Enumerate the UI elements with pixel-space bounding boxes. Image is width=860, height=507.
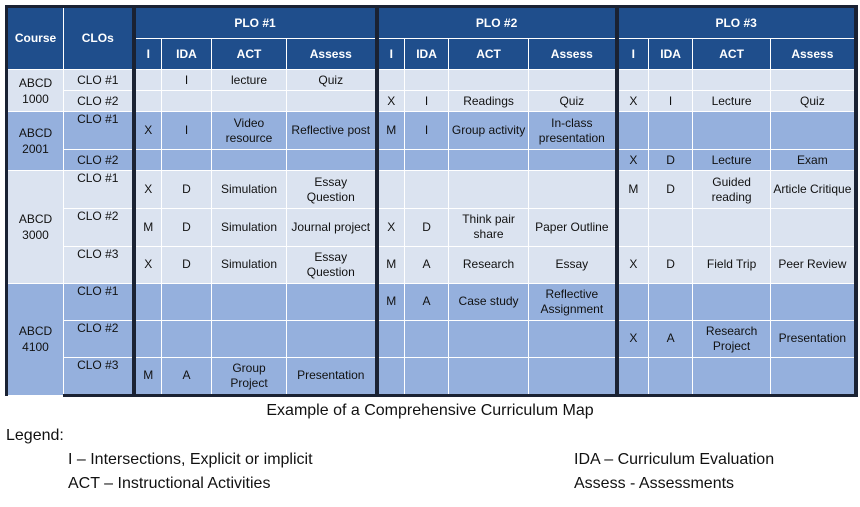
plo-3-assess-cell [771,70,856,91]
course-cell: ABCD 2001 [7,112,64,171]
plo-1-ida-cell [162,91,212,112]
plo-2-ida-cell [405,357,449,395]
plo-3-act-cell [693,112,771,150]
clo-cell: CLO #3 [64,357,134,395]
plo-3-subheader-assess: Assess [771,39,856,70]
plo-1-i-cell [134,320,162,357]
plo-3-i-cell: M [617,171,649,209]
clo-cell: CLO #2 [64,209,134,246]
plo-1-act-cell: Video resource [212,112,287,150]
table-row [7,150,856,171]
plo-2-subheader-assess: Assess [529,39,617,70]
plo-2-i-cell: X [377,91,405,112]
plo-2-i-cell [377,171,405,209]
table-caption: Example of a Comprehensive Curriculum Map [266,402,594,419]
table-row [7,171,856,209]
plo-3-i-cell [617,70,649,91]
plo-3-act-cell: Guided reading [693,171,771,209]
plo-2-i-cell: M [377,246,405,283]
plo-1-ida-cell [162,283,212,320]
plo-1-act-cell: lecture [212,70,287,91]
plo-2-ida-cell: I [405,91,449,112]
course-cell: ABCD 1000 [7,70,64,112]
plo-1-act-cell: Simulation [212,246,287,283]
plo-2-assess-cell: Reflective Assignment [529,283,617,320]
plo-3-act-cell: Field Trip [693,246,771,283]
clo-cell: CLO #3 [64,246,134,283]
plo-3-assess-cell [771,209,856,246]
plo-3-header: PLO #3 [617,7,856,39]
plo-3-act-cell: Lecture [693,150,771,171]
plo-2-assess-cell [529,171,617,209]
plo-1-ida-cell: D [162,246,212,283]
plo-3-i-cell: X [617,320,649,357]
legend-item-assess: Assess - Assessments [574,475,735,492]
table-row [7,320,856,357]
table-row [7,112,856,150]
table-row [7,357,856,395]
plo-3-assess-cell: Article Critique [771,171,856,209]
legend-item-ida: IDA – Curriculum Evaluation [574,451,775,468]
clo-cell: CLO #1 [64,112,134,150]
plo-2-header: PLO #2 [377,7,617,39]
plo-2-act-cell: Case study [449,283,529,320]
plo-3-assess-cell: Presentation [771,320,856,357]
plo-1-ida-cell [162,320,212,357]
clos-header: CLOs [64,7,134,70]
plo-1-i-cell [134,91,162,112]
plo-1-act-cell: Simulation [212,209,287,246]
plo-2-act-cell: Research [449,246,529,283]
plo-1-i-cell: X [134,112,162,150]
plo-1-i-cell: X [134,246,162,283]
plo-3-i-cell: X [617,150,649,171]
course-header: Course [7,7,64,70]
plo-3-act-cell [693,209,771,246]
clo-cell: CLO #2 [64,320,134,357]
plo-3-act-cell [693,283,771,320]
plo-3-act-cell [693,357,771,395]
plo-1-act-cell [212,283,287,320]
plo-2-act-cell [449,357,529,395]
plo-2-ida-cell: D [405,209,449,246]
plo-2-ida-cell [405,70,449,91]
plo-3-assess-cell: Quiz [771,91,856,112]
plo-1-assess-cell: Journal project [287,209,377,246]
plo-2-act-cell [449,320,529,357]
plo-3-ida-cell [649,209,693,246]
plo-1-assess-cell: Reflective post [287,112,377,150]
plo-1-assess-cell: Quiz [287,70,377,91]
plo-1-subheader-ida: IDA [162,39,212,70]
plo-3-subheader-ida: IDA [649,39,693,70]
plo-2-subheader-i: I [377,39,405,70]
plo-1-i-cell [134,150,162,171]
plo-3-i-cell: X [617,91,649,112]
plo-2-ida-cell: A [405,246,449,283]
course-cell: ABCD 3000 [7,171,64,283]
plo-1-ida-cell: D [162,171,212,209]
plo-2-act-cell: Group activity [449,112,529,150]
plo-2-assess-cell [529,70,617,91]
table-row [7,70,856,91]
clo-cell: CLO #2 [64,91,134,112]
plo-1-i-cell: X [134,171,162,209]
plo-1-ida-cell: A [162,357,212,395]
plo-1-subheader-assess: Assess [287,39,377,70]
table-row [7,246,856,283]
plo-3-i-cell: X [617,246,649,283]
plo-3-i-cell [617,283,649,320]
plo-2-ida-cell [405,150,449,171]
plo-3-subheader-i: I [617,39,649,70]
plo-2-assess-cell: Essay [529,246,617,283]
plo-1-ida-cell: I [162,70,212,91]
plo-3-subheader-act: ACT [693,39,771,70]
plo-2-assess-cell [529,150,617,171]
plo-2-i-cell: M [377,112,405,150]
plo-2-i-cell [377,320,405,357]
plo-2-subheader-ida: IDA [405,39,449,70]
clo-cell: CLO #2 [64,150,134,171]
plo-1-assess-cell [287,91,377,112]
curriculum-map-table [5,5,858,397]
plo-3-assess-cell: Exam [771,150,856,171]
plo-3-assess-cell [771,112,856,150]
plo-2-i-cell [377,70,405,91]
plo-3-assess-cell [771,283,856,320]
plo-2-assess-cell [529,320,617,357]
plo-2-act-cell [449,171,529,209]
plo-3-act-cell: Lecture [693,91,771,112]
clo-cell: CLO #1 [64,70,134,91]
plo-1-i-cell [134,70,162,91]
plo-2-ida-cell [405,171,449,209]
legend-item-i: I – Intersections, Explicit or implicit [68,451,313,468]
plo-2-i-cell [377,150,405,171]
plo-2-assess-cell [529,357,617,395]
plo-3-ida-cell [649,283,693,320]
plo-3-i-cell [617,112,649,150]
plo-3-ida-cell [649,70,693,91]
plo-1-assess-cell: Essay Question [287,246,377,283]
plo-3-ida-cell [649,357,693,395]
plo-2-ida-cell: I [405,112,449,150]
plo-3-ida-cell: I [649,91,693,112]
plo-2-assess-cell: Quiz [529,91,617,112]
table-header [7,7,856,70]
plo-1-assess-cell: Essay Question [287,171,377,209]
legend-title: Legend: [6,427,64,444]
plo-3-act-cell [693,70,771,91]
plo-3-i-cell [617,357,649,395]
plo-3-ida-cell: D [649,171,693,209]
plo-3-ida-cell: D [649,246,693,283]
table-body [7,70,856,396]
plo-1-i-cell: M [134,209,162,246]
legend-item-act: ACT – Instructional Activities [68,475,271,492]
plo-1-act-cell: Group Project [212,357,287,395]
plo-2-i-cell [377,357,405,395]
plo-1-assess-cell: Presentation [287,357,377,395]
plo-3-i-cell [617,209,649,246]
plo-1-act-cell [212,91,287,112]
plo-1-act-cell [212,320,287,357]
plo-3-assess-cell: Peer Review [771,246,856,283]
table-row [7,209,856,246]
plo-2-act-cell: Think pair share [449,209,529,246]
plo-2-act-cell [449,70,529,91]
plo-1-i-cell [134,283,162,320]
plo-1-assess-cell [287,320,377,357]
plo-2-i-cell: X [377,209,405,246]
plo-2-i-cell: M [377,283,405,320]
plo-2-assess-cell: In-class presentation [529,112,617,150]
plo-1-i-cell: M [134,357,162,395]
clo-cell: CLO #1 [64,171,134,209]
course-cell: ABCD 4100 [7,283,64,395]
plo-1-ida-cell: D [162,209,212,246]
plo-1-subheader-i: I [134,39,162,70]
table-row [7,91,856,112]
plo-1-subheader-act: ACT [212,39,287,70]
plo-2-act-cell [449,150,529,171]
plo-2-ida-cell: A [405,283,449,320]
plo-1-act-cell: Simulation [212,171,287,209]
plo-3-ida-cell: D [649,150,693,171]
plo-3-ida-cell: A [649,320,693,357]
plo-1-header: PLO #1 [134,7,377,39]
clo-cell: CLO #1 [64,283,134,320]
plo-3-assess-cell [771,357,856,395]
plo-3-ida-cell [649,112,693,150]
plo-2-subheader-act: ACT [449,39,529,70]
table-row [7,283,856,320]
plo-1-assess-cell [287,150,377,171]
plo-1-assess-cell [287,283,377,320]
plo-1-act-cell [212,150,287,171]
plo-2-ida-cell [405,320,449,357]
plo-2-assess-cell: Paper Outline [529,209,617,246]
plo-1-ida-cell [162,150,212,171]
plo-3-act-cell: Research Project [693,320,771,357]
plo-1-ida-cell: I [162,112,212,150]
plo-2-act-cell: Readings [449,91,529,112]
